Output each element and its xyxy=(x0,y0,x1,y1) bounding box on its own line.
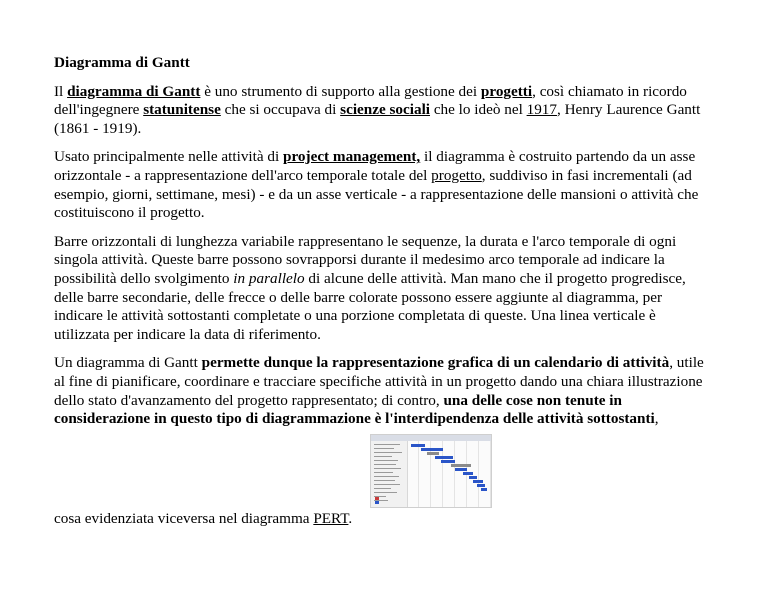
link-statunitense[interactable]: statunitense xyxy=(143,101,221,119)
gantt-bar xyxy=(427,452,439,455)
task-line xyxy=(374,488,391,489)
task-line xyxy=(374,468,401,469)
gantt-bar xyxy=(411,444,425,447)
task-line xyxy=(374,492,397,493)
page-title: Diagramma di Gantt xyxy=(54,54,190,71)
text: . xyxy=(348,510,353,527)
gantt-grid xyxy=(407,441,491,507)
gantt-bar xyxy=(469,476,477,479)
text: è uno strumento di supporto alla gestione dei xyxy=(200,82,481,100)
text: Un diagramma di Gantt xyxy=(54,354,202,372)
task-line xyxy=(374,444,400,445)
link-progetti[interactable]: progetti xyxy=(480,82,533,100)
bold-rappresentazione: permette dunque la rappresentazione grafica di un calendario di attività xyxy=(201,354,670,372)
paragraph-summary xyxy=(54,354,714,428)
gantt-bar xyxy=(455,468,467,471)
text: , suddiviso in fasi incrementali (ad esempio, giorni, settimane, mesi) - e da un asse verticale - a rappresentazione delle mansioni o attività che costituiscono il progetto. xyxy=(54,166,699,222)
gantt-bar xyxy=(441,460,455,463)
link-project-management[interactable]: project management, xyxy=(283,148,421,166)
gantt-bar xyxy=(481,488,487,491)
keyword-gantt: diagramma di Gantt xyxy=(67,82,201,100)
document-body xyxy=(54,54,714,439)
task-line xyxy=(374,452,402,453)
task-line xyxy=(374,472,393,473)
text: che si occupava di xyxy=(220,101,341,119)
legend-swatch xyxy=(375,501,379,504)
paragraph-intro xyxy=(54,83,714,139)
legend-swatch xyxy=(375,497,379,500)
italic-in-parallelo: in parallelo xyxy=(233,269,305,287)
link-scienze-sociali[interactable]: scienze sociali xyxy=(340,101,431,119)
text: , utile al fine di pianificare, coordinare e tracciare specifiche attività in un progetto dando una chiara illustrazione dello stato d'avanzamento del progetto rappresentato; di contro, xyxy=(54,354,704,409)
gantt-bar xyxy=(421,448,443,451)
gantt-bar xyxy=(463,472,473,475)
text: , così chiamato in ricordo dell'ingegnere xyxy=(54,82,687,119)
link-1917[interactable]: 1917 xyxy=(526,101,557,119)
task-line xyxy=(374,456,392,457)
gantt-bar xyxy=(473,480,483,483)
task-line xyxy=(374,460,398,461)
paragraph-usage xyxy=(54,148,714,222)
task-line xyxy=(374,464,396,465)
link-progetto[interactable]: progetto xyxy=(431,166,482,184)
text: di alcune delle attività. Man mano che il progetto progredisce, delle barre secondarie, delle frecce o delle barre colorate possono essere aggiunte al diagramma, per indicare le attività sottostanti completate o una porzione completata di queste. Una linea verticale è utilizzata per indicare la data di riferimento. xyxy=(54,269,686,343)
task-line xyxy=(374,448,394,449)
text: cosa evidenziata viceversa nel diagramma xyxy=(54,510,314,527)
task-line xyxy=(374,476,399,477)
gantt-bar xyxy=(477,484,485,487)
text: , xyxy=(654,410,659,428)
paragraph-pert xyxy=(54,510,352,529)
task-line xyxy=(374,480,395,481)
gantt-bar xyxy=(435,456,453,459)
link-pert[interactable]: PERT xyxy=(313,510,349,527)
text: Barre orizzontali di lunghezza variabile rappresentano le sequenze, la durata e l'arco temporale di ogni singola attività. Queste barre possono sovrapporsi durante il medesimo arco temporale ad indicare la possibilità dello svolgimento xyxy=(54,232,677,287)
gantt-bar xyxy=(451,464,471,467)
task-line xyxy=(374,484,400,485)
text: Usato principalmente nelle attività di xyxy=(54,148,284,166)
text: Il xyxy=(54,82,68,100)
text: , Henry Laurence Gantt (1861 - 1919). xyxy=(54,101,701,137)
gantt-chart-image xyxy=(370,434,492,508)
paragraph-bars xyxy=(54,233,714,345)
bold-interdipendenza: una delle cose non tenute in considerazione in questo tipo di diagrammazione è l'interdipendenza delle attività sottostanti xyxy=(54,391,655,428)
text: che lo ideò nel xyxy=(430,101,527,119)
text: il diagramma è costruito partendo da un asse orizzontale - a rappresentazione dell'arco temporale totale del xyxy=(54,148,696,184)
